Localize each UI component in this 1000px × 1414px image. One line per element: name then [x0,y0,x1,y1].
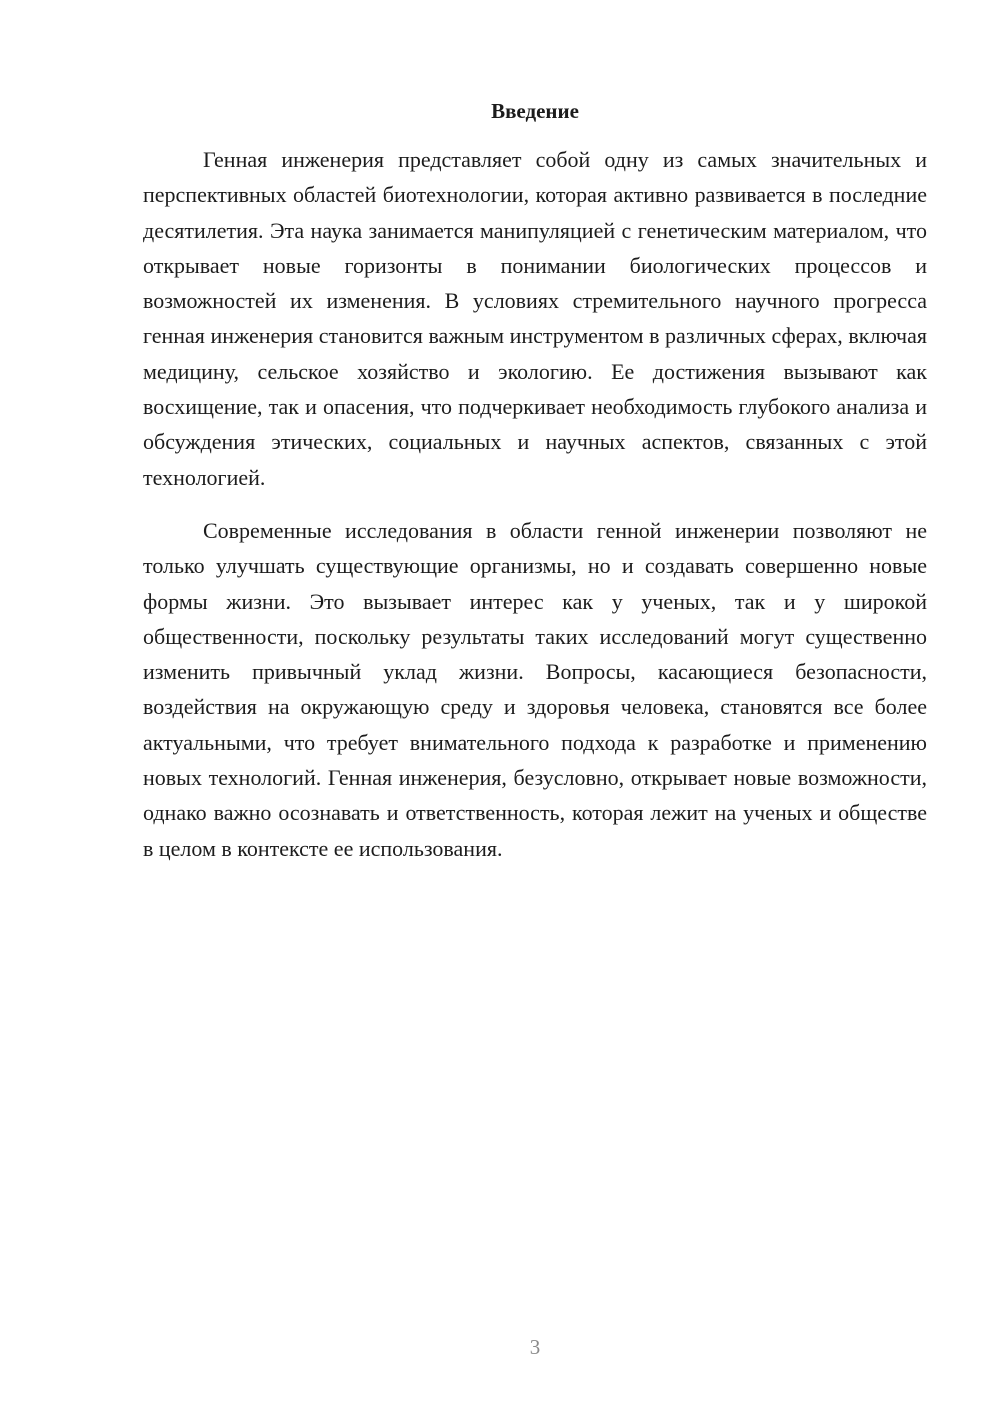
paragraph-1: Генная инженерия представляет собой одну из самых значительных и перспективных областей биотехнологии, которая активно развивается в последние десятилетия. Эта наука занимается манипуляцией с генетическим материалом, что открывает новые горизонты в понимании биологических процессов и возможностей их изменения. В условиях стремительного научного прогресса генная инженерия становится важным инструментом в различных сферах, включая медицину, сельское хозяйство и экологию. Ее достижения вызывают как восхищение, так и опасения, что подчеркивает необходимость глубокого анализа и обсуждения этических, социальных и научных аспектов, связанных с этой технологией. [143,147,927,490]
page-number: 3 [529,1335,541,1359]
body-text [143,142,927,866]
paragraph-2: Современные исследования в области генной инженерии позволяют не только улучшать существующие организмы, но и создавать совершенно новые формы жизни. Это вызывает интерес как у ученых, так и у широкой общественности, поскольку результаты таких исследований могут существенно изменить привычный уклад жизни. Вопросы, касающиеся безопасности, воздействия на окружающую среду и здоровья человека, становятся все более актуальными, что требует внимательного подхода к разработке и применению новых технологий. Генная инженерия, безусловно, открывает новые возможности, однако важно осознавать и ответственность, которая лежит на ученых и обществе в целом в контексте ее использования. [143,517,927,861]
section-heading: Введение [491,99,579,123]
